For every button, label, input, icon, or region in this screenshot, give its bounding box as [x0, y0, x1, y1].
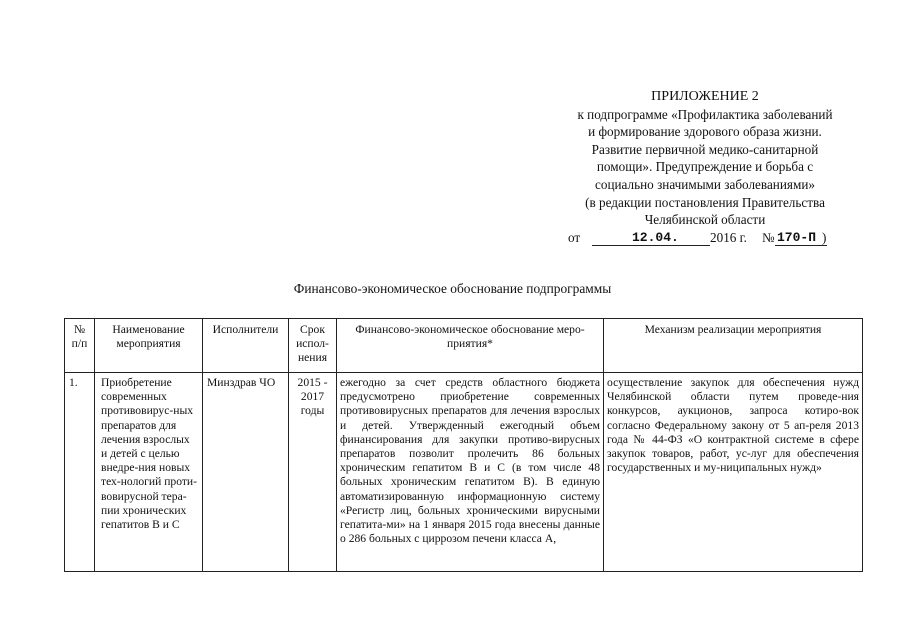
appendix-date-line — [540, 229, 870, 247]
header-mechanism: Механизм реализации мероприятия — [604, 319, 863, 373]
cell-justification: ежегодно за счет средств областного бюджета предусмотрено приобретение современных противовирусных препаратов для лечения взрослых и детей. Утвержденный ежегодный объем финансирования для закупки противо-вирусных препаратов позволит пролечить 86 больных хроническим гепатитом В и С (в том числе 48 больных хроническим гепатитом В). В единую автоматизированную информационную систему «Регистр лиц, больных хроническими вирусными гепатита-ми» на 1 января 2015 года внесены данные о 286 больных с циррозом печени класса А, — [337, 373, 604, 572]
header-term: Срок испол-нения — [289, 319, 337, 373]
date-value: 12.04. — [632, 229, 679, 245]
justification-table — [64, 318, 863, 572]
appendix-line: помощи». Предупреждение и борьба с — [596, 159, 814, 175]
appendix-line: Челябинской области — [644, 212, 766, 228]
appendix-line: к подпрограмме «Профилактика заболеваний — [577, 106, 833, 122]
header-executor: Исполнители — [203, 319, 289, 373]
header-num: № п/п — [65, 319, 95, 373]
year-text: 2016 г. — [710, 229, 747, 245]
table-header-row — [65, 319, 863, 373]
appendix-line: (в редакции постановления Правительства — [585, 194, 825, 210]
document-title: Финансово-экономическое обоснование подпрограммы — [293, 281, 612, 296]
cell-mechanism: осуществление закупок для обеспечения нужд Челябинской области путем проведе-ния конкурсов, аукционов, запроса котиро-вок согласно Федеральному закону от 5 ап-реля 2013 года № 44-ФЗ «О контрактной системе в сфере закупок товаров, работ, ус-луг для обеспечения государственных и му-ниципальных нужд» — [604, 373, 863, 572]
cell-term: 2015 - 2017 годы — [289, 373, 337, 572]
number-prefix: № — [762, 229, 775, 245]
table-row — [65, 373, 863, 572]
cell-num: 1. — [65, 373, 95, 572]
number-value: 170-П — [777, 229, 817, 245]
appendix-line: и формирование здорового образа жизни. — [588, 124, 822, 140]
cell-name: Приобретение современных противовирус-ных препаратов для лечения взрослых и детей с целью внедре-ния новых тех-нологий проти-вовирусной тера-пии хронических гепатитов В и С — [95, 373, 203, 572]
appendix-line: социально значимыми заболеваниями» — [595, 176, 815, 192]
number-suffix: ) — [822, 229, 827, 245]
header-justification: Финансово-экономическое обоснование меро-приятия* — [337, 319, 604, 373]
appendix-line: Развитие первичной медико-санитарной — [591, 141, 819, 157]
appendix-title: ПРИЛОЖЕНИЕ 2 — [651, 89, 759, 104]
date-prefix: от — [568, 229, 581, 245]
cell-executor: Минздрав ЧО — [203, 373, 289, 572]
appendix-block — [540, 88, 870, 247]
header-name: Наименование мероприятия — [95, 319, 203, 373]
